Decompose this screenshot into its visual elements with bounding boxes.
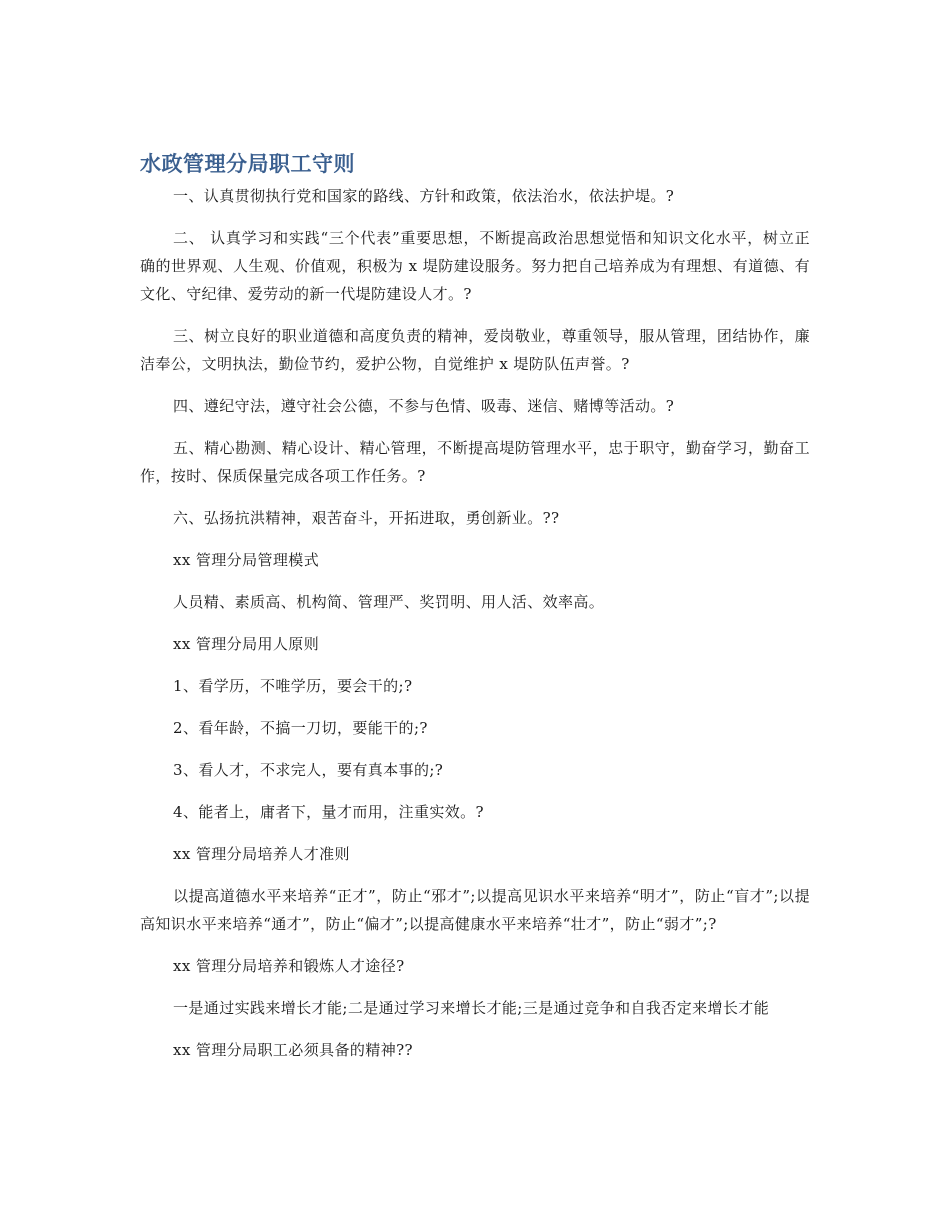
section-heading-talent-criteria: xx 管理分局培养人才准则 (173, 845, 350, 863)
list-item-principle-4: 4、能者上，庸者下，量才而用，注重实效。? (173, 803, 484, 821)
paragraph-rule-2: 二、 认真学习和实践“三个代表”重要思想，不断提高政治思想觉悟和知识文化水平，树立正确的世界观、人生观、价值观，积极为 x 堤防建设服务。努力把自己培养成为有理想、有道德、有文化、守纪律、爱劳动的新一代堤防建设人才。? (140, 229, 810, 303)
document-body (140, 148, 810, 1078)
section-heading-required-spirit: xx 管理分局职工必须具备的精神?? (173, 1041, 413, 1059)
paragraph-rule-4: 四、遵纪守法，遵守社会公德，不参与色情、吸毒、迷信、赌博等活动。? (173, 397, 675, 415)
paragraph-rule-6: 六、弘扬抗洪精神，艰苦奋斗，开拓进取，勇创新业。?? (173, 509, 560, 527)
section-heading-talent-paths: xx 管理分局培养和锻炼人才途径? (173, 957, 405, 975)
section-heading-management-mode: xx 管理分局管理模式 (173, 551, 320, 569)
paragraph-talent-paths: 一是通过实践来增长才能;二是通过学习来增长才能;三是通过竞争和自我否定来增长才能 (173, 999, 770, 1017)
section-heading-employment-principles: xx 管理分局用人原则 (173, 635, 320, 653)
paragraph-management-mode: 人员精、素质高、机构简、管理严、奖罚明、用人活、效率高。 (173, 593, 605, 611)
paragraph-rule-5: 五、精心勘测、精心设计、精心管理，不断提高堤防管理水平，忠于职守，勤奋学习，勤奋工作，按时、保质保量完成各项工作任务。? (140, 439, 810, 485)
paragraph-rule-3: 三、树立良好的职业道德和高度负责的精神，爱岗敬业，尊重领导，服从管理，团结协作，廉洁奉公，文明执法，勤俭节约，爱护公物，自觉维护 x 堤防队伍声誉。? (140, 327, 810, 373)
paragraph-rule-1: 一、认真贯彻执行党和国家的路线、方针和政策，依法治水，依法护堤。? (173, 187, 675, 205)
list-item-principle-1: 1、看学历，不唯学历，要会干的;? (173, 677, 413, 695)
list-item-principle-3: 3、看人才，不求完人，要有真本事的;? (173, 761, 444, 779)
list-item-principle-2: 2、看年龄，不搞一刀切，要能干的;? (173, 719, 428, 737)
paragraph-talent-criteria: 以提高道德水平来培养“正才”，防止“邪才”;以提高见识水平来培养“明才”，防止“盲才”;以提高知识水平来培养“通才”，防止“偏才”;以提高健康水平来培养“壮才”，防止“弱才”;? (140, 887, 810, 933)
document-title: 水政管理分局职工守则 (140, 152, 355, 176)
